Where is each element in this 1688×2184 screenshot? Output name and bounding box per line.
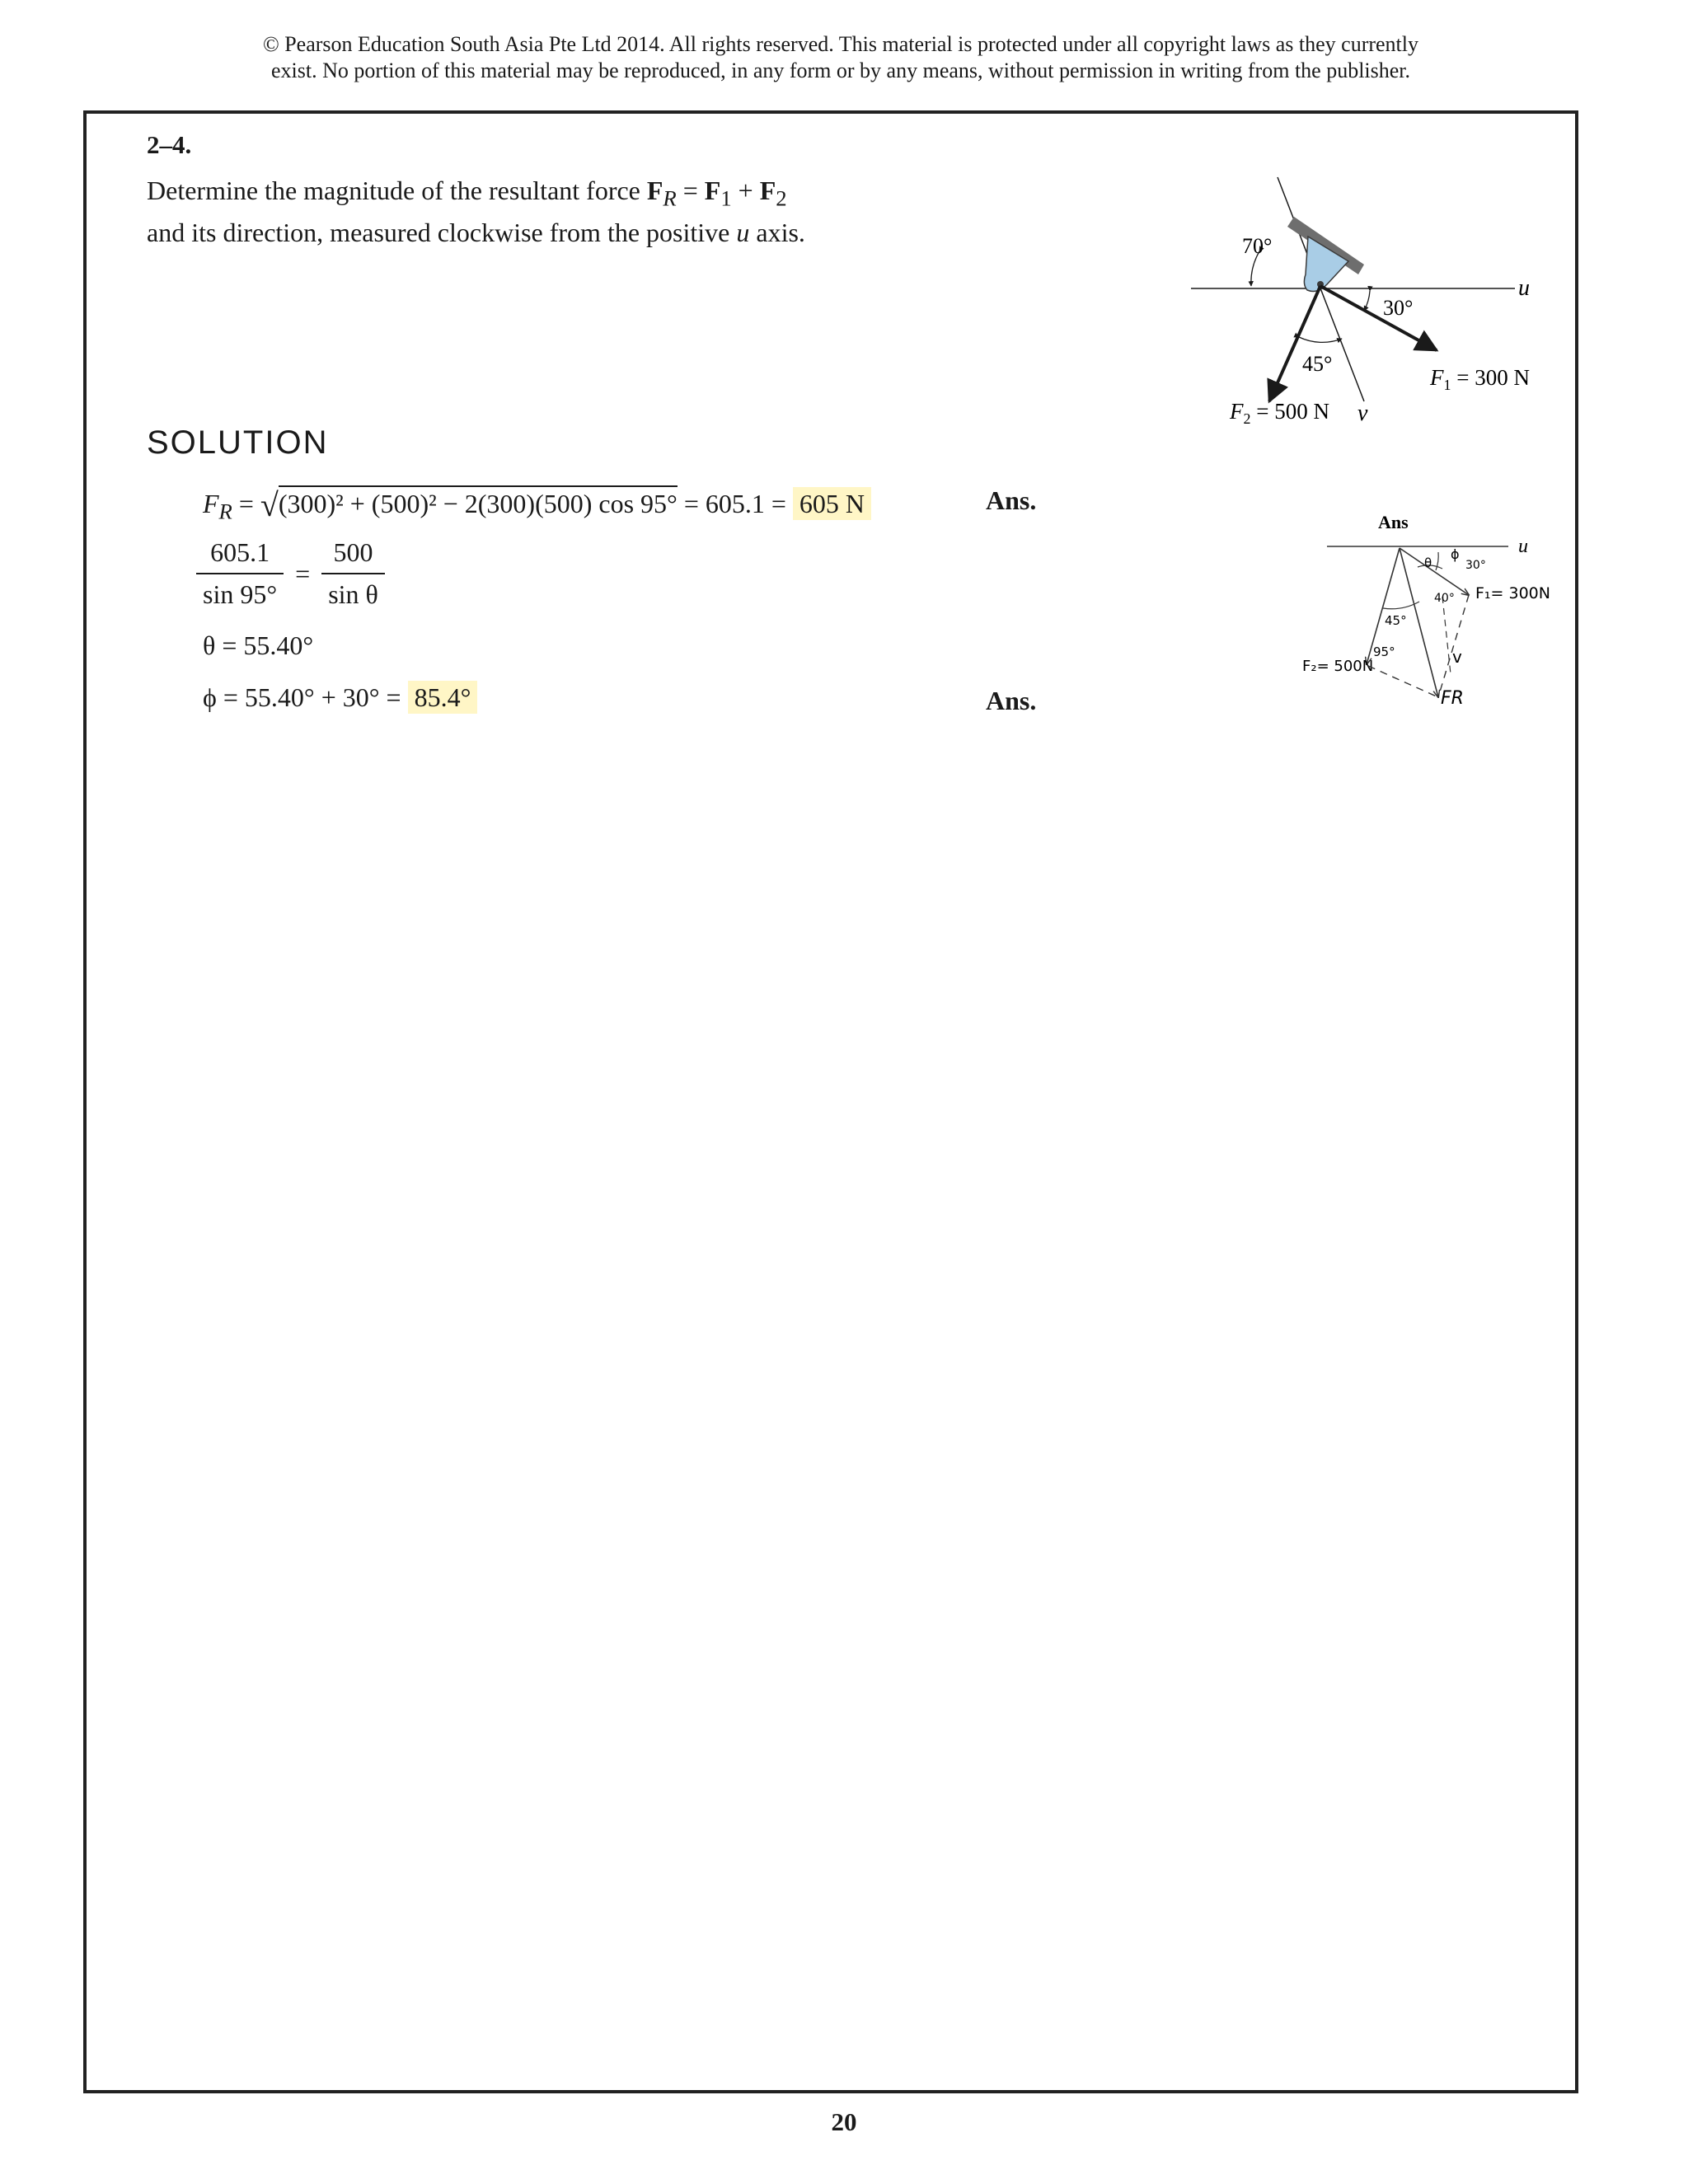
sketch-arc-phi [1436,552,1438,570]
label-f1: $F_1 = 300$ N [1430,365,1530,393]
sqrt-symbol: √ [260,486,279,523]
fraction-left: $\frac{605.1}{\sin 95^\circ}$ [196,537,284,610]
answer-fr: 605 N [793,487,871,520]
statement-line-1: Determine the magnitude of the resultant force $F_R = F_1 + F_2$ [147,176,787,211]
f1-vector: F [704,176,721,205]
copyright-line-1: © Pearson Education South Asia Pte Ltd 2014. All rights reserved. This material is protected under all copyright laws as they currently [262,32,1419,56]
arc-45 [1299,337,1342,342]
page-number: 20 [831,2107,857,2136]
sketch-v-line [1442,597,1451,674]
equation-resultant: $F_R = √(300)^2 + (500)^2 - 2(300)(500)$ cos 95° = 605.1 = 605 N [203,482,871,524]
copyright-notice [198,31,1484,84]
sketch-30: 30° [1465,559,1486,572]
f2-vector: F [759,176,776,205]
statement-line-2: and its direction, measured clockwise from the positive u axis. [147,218,805,248]
sketch-dashed-1 [1368,666,1438,697]
ans-label-1: Ans. [986,485,1037,515]
equation-law-of-sines: $\frac{605.1}{\sin 95^\circ}$ = $\frac{500}{\text{sin θ}}$ [196,537,385,610]
sketch-f1-label: F₁= 300N [1475,584,1550,602]
label-v: v [1357,401,1368,426]
f2-arrow [1269,286,1320,401]
bracket-icon [1287,217,1364,291]
equation-theta: θ = 55.40° [203,630,314,660]
problem-number: 2–4. [147,130,192,159]
sketch-f2-label: F₂= 500N [1302,658,1374,675]
fraction-right: $\frac{500}{\text{sin θ}}$ [321,537,385,610]
sketch-fr-label: FR [1441,688,1464,709]
sketch-phi: ϕ [1451,546,1460,562]
solution-heading: SOLUTION [147,424,329,461]
label-30: 30° [1383,296,1414,320]
sketch-dashed-2 [1438,595,1469,697]
label-70: 70° [1242,234,1273,258]
copyright-line-2: exist. No portion of this material may be reproduced, in any form or by any means, without permission in writing from the publisher. [270,59,1411,82]
sketch-theta: θ [1424,555,1432,570]
answer-phi: 85.4° [408,681,478,714]
radicand: (300)² + (500)² − 2(300)(500) cos 95° [279,485,678,519]
problem-statement [147,173,889,250]
fr-vector: F [646,176,663,205]
sketch-40: 40° [1434,592,1455,605]
sketch-v-label: v [1452,647,1462,667]
force-diagram [1187,169,1550,441]
ans-label-2: Ans. [986,686,1037,715]
arc-30 [1364,291,1370,311]
sketch-u-label: u [1518,536,1528,557]
solution-sketch [1302,509,1566,724]
label-45: 45° [1302,352,1333,376]
sketch-title: Ans [1378,512,1409,532]
sketch-95: 95° [1373,644,1395,659]
label-f2: $F_2 = 500$ N [1230,399,1329,427]
label-u: u [1518,275,1530,301]
equation-phi: ϕ = 55.40° + 30° = 85.4° [203,682,477,713]
sketch-45: 45° [1385,613,1407,628]
